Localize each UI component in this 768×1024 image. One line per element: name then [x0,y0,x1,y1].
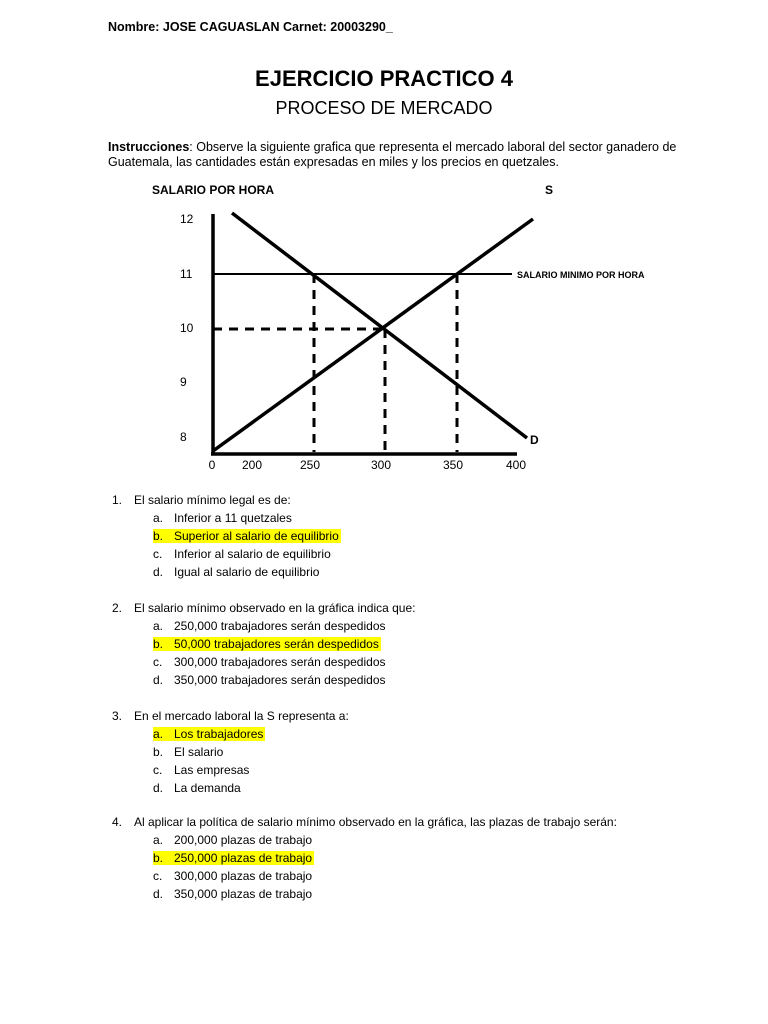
option-text: Inferior a 11 quetzales [174,511,292,525]
option-text: Las empresas [174,763,250,777]
highlighted-answer [153,637,381,651]
answer-text-wrap [153,619,386,633]
instructions-text: : Observe la siguiente grafica que representa el mercado laboral del sector ganadero de Guatemala, las cantidades están expresadas en miles y los precios en quetzales. [108,140,677,169]
option-letter: a. [153,511,164,525]
option-text: 250,000 plazas de trabajo [174,851,313,865]
question-number: 4. [112,815,123,829]
x-tick-labels [209,458,527,472]
option-letter: a. [153,619,164,633]
x-tick-label: 300 [370,458,392,472]
y-axis-label: SALARIO POR HORA [152,183,275,197]
option-text: 300,000 plazas de trabajo [174,869,313,883]
answer-option [153,655,386,669]
labor-market-chart [0,0,768,480]
y-tick-label: 10 [180,321,194,335]
answer-option [153,745,223,759]
option-text: Superior al salario de equilibrio [174,529,339,543]
answer-option [153,727,265,741]
question-text: El salario mínimo observado en la gráfica indica que: [134,601,416,615]
question-3 [112,709,349,723]
answer-text-wrap [153,547,331,561]
answer-option [153,763,249,777]
question-number: 1. [112,493,123,507]
answer-text-wrap [153,673,386,687]
y-tick-label: 12 [180,212,194,226]
question-text: El salario mínimo legal es de: [134,493,291,507]
answer-option [153,565,319,579]
x-tick-label: 350 [442,458,464,472]
option-text: Igual al salario de equilibrio [174,565,320,579]
option-letter: d. [153,781,164,795]
answer-text-wrap [153,745,223,759]
option-letter: d. [153,887,164,901]
option-text: 300,000 trabajadores serán despedidos [174,655,386,669]
answer-text-wrap [153,833,312,847]
answer-option [153,851,314,865]
answer-text-wrap [153,511,292,525]
option-letter: a. [153,833,164,847]
answer-text-wrap [153,869,312,883]
question-number: 3. [112,709,123,723]
highlighted-answer [153,727,265,741]
option-letter: c. [153,869,163,883]
curves [213,213,533,451]
page-title: EJERCICIO PRACTICO 4 [255,66,513,91]
answer-option [153,511,292,525]
x-tick-label: 250 [299,458,321,472]
option-letter: d. [153,565,164,579]
supply-top-label: S [545,183,554,197]
question-number: 2. [112,601,123,615]
option-letter: c. [153,655,163,669]
answer-text-wrap [153,763,249,777]
option-letter: c. [153,763,163,777]
y-tick-label: 11 [180,267,193,281]
option-letter: c. [153,547,163,561]
instructions-label: Instrucciones [108,140,190,154]
answer-option [153,781,241,795]
option-text: 250,000 trabajadores serán despedidos [174,619,386,633]
answer-option [153,619,386,633]
answer-option [153,637,381,651]
y-tick-labels [180,212,194,444]
option-letter: b. [153,851,164,865]
answer-option [153,547,331,561]
x-tick-label: 200 [241,458,263,472]
question-text: Al aplicar la política de salario mínimo observado en la gráfica, las plazas de trabajo serán: [134,815,617,829]
student-name-line: Nombre: JOSE CAGUASLAN Carnet: 20003290_ [108,20,393,34]
highlighted-answer [153,529,341,543]
option-letter: b. [153,637,164,651]
answer-text-wrap [153,655,386,669]
option-text: 50,000 trabajadores serán despedidos [174,637,379,651]
option-letter: d. [153,673,164,687]
option-text: 350,000 plazas de trabajo [174,887,313,901]
x-tick-label: 0 [208,458,216,472]
option-text: Inferior al salario de equilibrio [174,547,331,561]
option-text: 350,000 trabajadores serán despedidos [174,673,386,687]
supply-curve [213,219,533,451]
x-tick-label: 400 [505,458,527,472]
answer-option [153,529,341,543]
option-text: Los trabajadores [174,727,264,741]
answer-text-wrap [153,781,241,795]
demand-label: D [530,433,539,447]
y-tick-label: 9 [180,375,187,389]
page-subtitle: PROCESO DE MERCADO [275,98,493,118]
option-letter: a. [153,727,164,741]
option-text: La demanda [174,781,241,795]
question-4 [112,815,617,829]
y-tick-label: 8 [180,430,187,444]
answer-option [153,887,312,901]
question-1 [112,493,291,507]
option-letter: b. [153,529,164,543]
question-2 [112,601,415,615]
answer-option [153,833,312,847]
option-text: 200,000 plazas de trabajo [174,833,313,847]
option-letter: b. [153,745,164,759]
min-wage-label: SALARIO MINIMO POR HORA [517,270,645,280]
answer-text-wrap [153,887,312,901]
option-text: El salario [174,745,224,759]
answer-option [153,869,312,883]
answer-text-wrap [153,565,319,579]
question-text: En el mercado laboral la S representa a: [134,709,349,723]
highlighted-answer [153,851,314,865]
answer-option [153,673,386,687]
